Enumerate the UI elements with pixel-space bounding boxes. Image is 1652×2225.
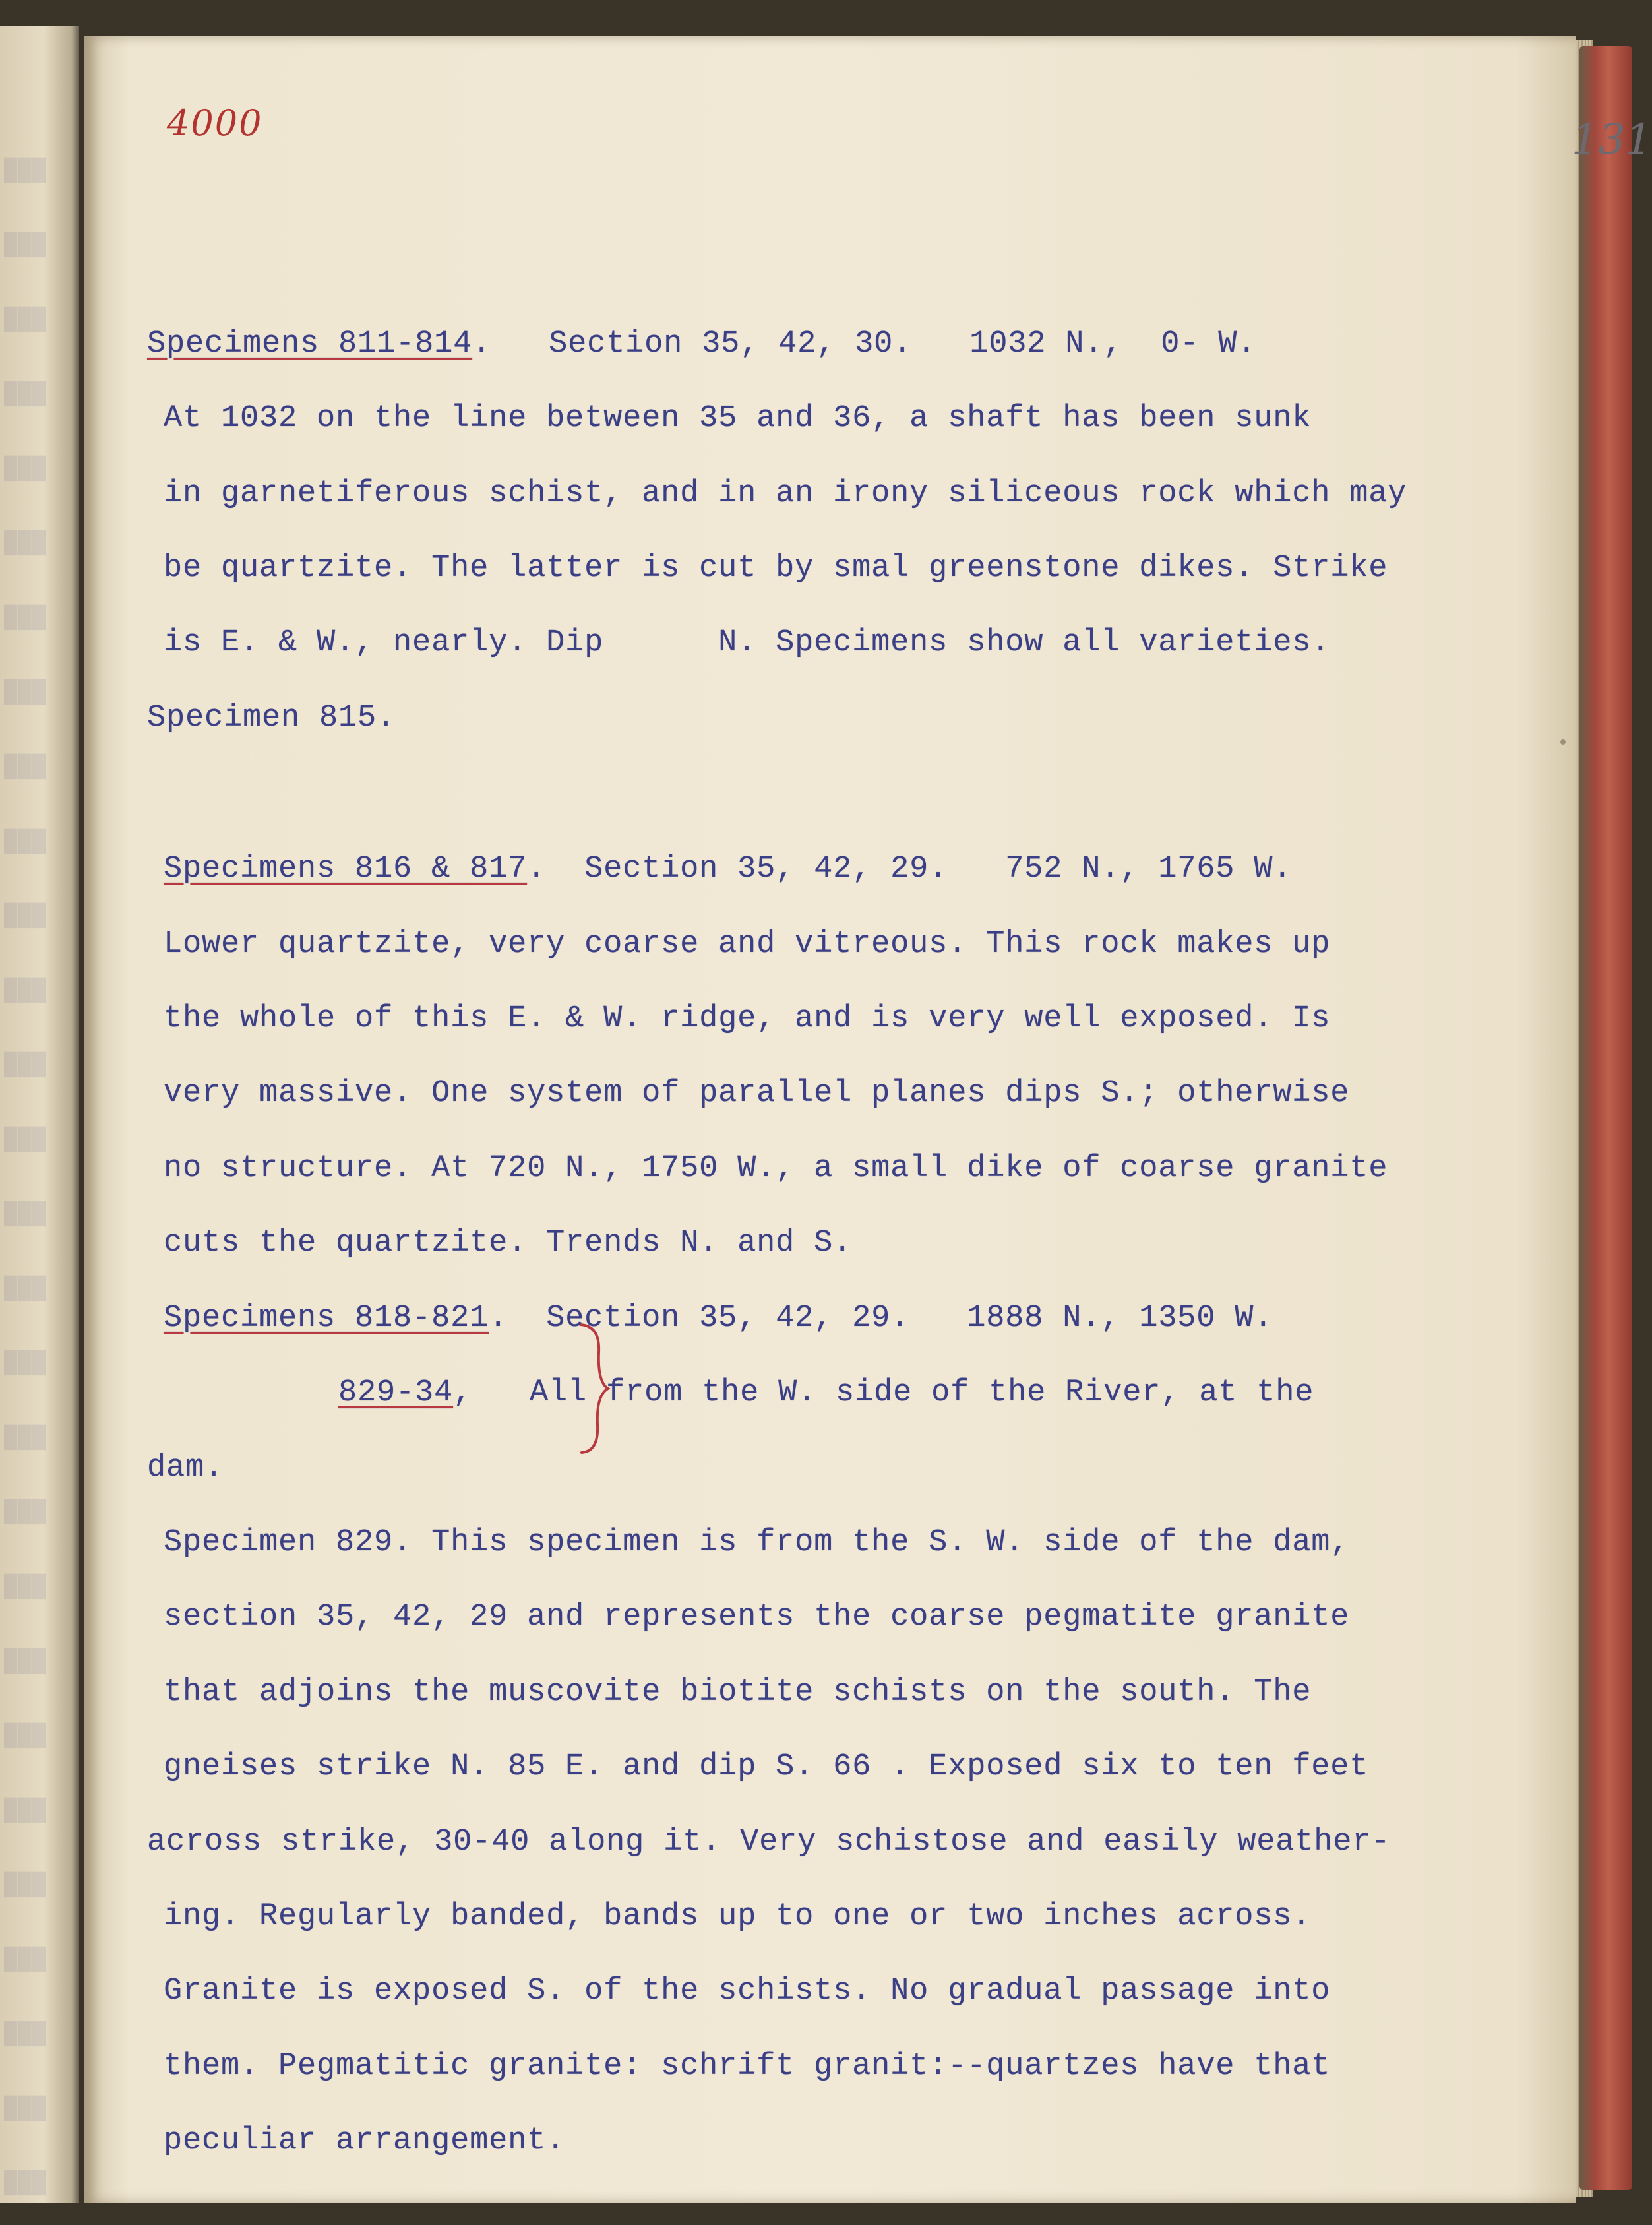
bleed-through-mark: ███: [4, 978, 47, 1003]
notebook-page: [84, 36, 1652, 2203]
line-text: that adjoins the muscovite biotite schists on the south. The: [164, 1675, 1312, 1710]
line-text: . Section 35, 42, 29. 1888 N., 1350 W.: [489, 1301, 1273, 1336]
line-text: Granite is exposed S. of the schists. No gradual passage into: [164, 1974, 1331, 2009]
bleed-through-mark: ███: [4, 2171, 47, 2196]
bleed-through-mark: ███: [4, 2096, 47, 2121]
text-line: [164, 1226, 852, 1261]
line-text: , All from the W. side of the River, at the: [453, 1375, 1314, 1410]
text-line: [164, 1749, 1368, 1784]
line-text: cuts the quartzite. Trends N. and S.: [164, 1226, 853, 1261]
bleed-through-mark: ███: [4, 1873, 47, 1898]
bleed-through-mark: ███: [4, 829, 47, 854]
bleed-through-mark: ███: [4, 1947, 47, 1972]
bleed-through-mark: ███: [4, 1127, 47, 1152]
line-text: no structure. At 720 N., 1750 W., a small dike of coarse granite: [164, 1151, 1388, 1186]
text-line: [164, 1151, 1388, 1186]
line-text: At 1032 on the line between 35 and 36, a shaft has been sunk: [164, 401, 1312, 436]
line-text: . Section 35, 42, 29. 752 N., 1765 W.: [527, 852, 1293, 887]
bleed-through-mark: ███: [4, 1500, 47, 1525]
bleed-through-mark: ███: [4, 307, 47, 332]
text-line: [164, 1600, 1349, 1635]
line-text: them. Pegmatitic granite: schrift granit:--quartzes have that: [164, 2049, 1331, 2084]
bleed-through-mark: ███: [4, 1724, 47, 1749]
text-line: [164, 1675, 1311, 1710]
bleed-through-mark: ███: [4, 1276, 47, 1301]
bleed-through-mark: ███: [4, 606, 47, 631]
line-text: in garnetiferous schist, and in an irony siliceous rock which may: [164, 476, 1407, 511]
text-line: [164, 1001, 1330, 1036]
bleed-through-mark: ███: [4, 1649, 47, 1674]
text-line: [338, 1375, 1314, 1410]
bleed-through-mark: ███: [4, 1575, 47, 1600]
margin-note: 4000: [167, 102, 263, 144]
text-line: [164, 927, 1330, 962]
bleed-through-mark: ███: [4, 1798, 47, 1823]
text-line: [164, 2049, 1330, 2084]
text-line: [164, 401, 1311, 436]
text-line: [164, 1301, 1273, 1336]
line-text: dam.: [147, 1451, 224, 1486]
bleed-through-mark: ███: [4, 680, 47, 705]
text-line: [164, 625, 1330, 660]
text-line: [147, 1451, 224, 1486]
line-text: very massive. One system of parallel planes dips S.; otherwise: [164, 1076, 1350, 1111]
line-text: be quartzite. The latter is cut by smal greenstone dikes. Strike: [164, 551, 1388, 586]
underlined-heading: Specimens 811-814: [147, 327, 473, 361]
line-text: Specimen 815.: [147, 701, 396, 736]
text-line: [147, 327, 1256, 361]
underlined-heading: Specimens 816 & 817: [164, 852, 528, 887]
bleed-through-mark: ███: [4, 904, 47, 929]
line-text: peculiar arrangement.: [164, 2123, 566, 2158]
line-text: gneises strike N. 85 E. and dip S. 66 . Exposed six to ten feet: [164, 1749, 1369, 1784]
text-line: [164, 476, 1407, 511]
bleed-through-mark: ███: [4, 755, 47, 780]
line-text: . Section 35, 42, 30. 1032 N., 0- W.: [472, 327, 1257, 361]
text-line: [164, 1076, 1349, 1111]
bleed-through-mark: ███: [4, 1351, 47, 1376]
text-line: [164, 551, 1388, 586]
line-text: the whole of this E. & W. ridge, and is very well exposed. Is: [164, 1001, 1331, 1036]
line-text: section 35, 42, 29 and represents the coarse pegmatite granite: [164, 1600, 1350, 1635]
bleed-through-mark: ███: [4, 1053, 47, 1078]
left-facing-page: [0, 26, 79, 2203]
bleed-through-mark: ███: [4, 456, 47, 482]
line-text: across strike, 30-40 along it. Very schistose and easily weather-: [147, 1825, 1391, 1860]
line-text: is E. & W., nearly. Dip N. Specimens show all varieties.: [164, 625, 1331, 660]
book-cover-edge: [1579, 46, 1632, 2190]
text-line: [164, 2123, 565, 2158]
bleed-through-mark: ███: [4, 233, 47, 258]
bleed-through-mark: ███: [4, 382, 47, 407]
bleed-through-mark: ███: [4, 531, 47, 556]
bleed-through-mark: ███: [4, 2022, 47, 2047]
bleed-through-mark: ███: [4, 158, 47, 183]
text-line: [147, 1825, 1390, 1860]
text-line: [164, 1899, 1311, 1934]
text-line: [164, 1525, 1349, 1560]
bleed-through-mark: ███: [4, 1426, 47, 1451]
line-text: ing. Regularly banded, bands up to one or two inches across.: [164, 1899, 1312, 1934]
ink-spot: [1560, 739, 1566, 745]
underlined-heading: 829-34: [338, 1375, 454, 1410]
page-number: 131: [1572, 115, 1652, 164]
line-text: Specimen 829. This specimen is from the S. W. side of the dam,: [164, 1525, 1350, 1560]
text-line: [164, 852, 1292, 887]
line-text: Lower quartzite, very coarse and vitreous. This rock makes up: [164, 927, 1331, 962]
underlined-heading: Specimens 818-821: [164, 1301, 489, 1336]
text-line: [164, 1974, 1330, 2009]
text-line: [147, 701, 396, 736]
bleed-through-mark: ███: [4, 1202, 47, 1227]
